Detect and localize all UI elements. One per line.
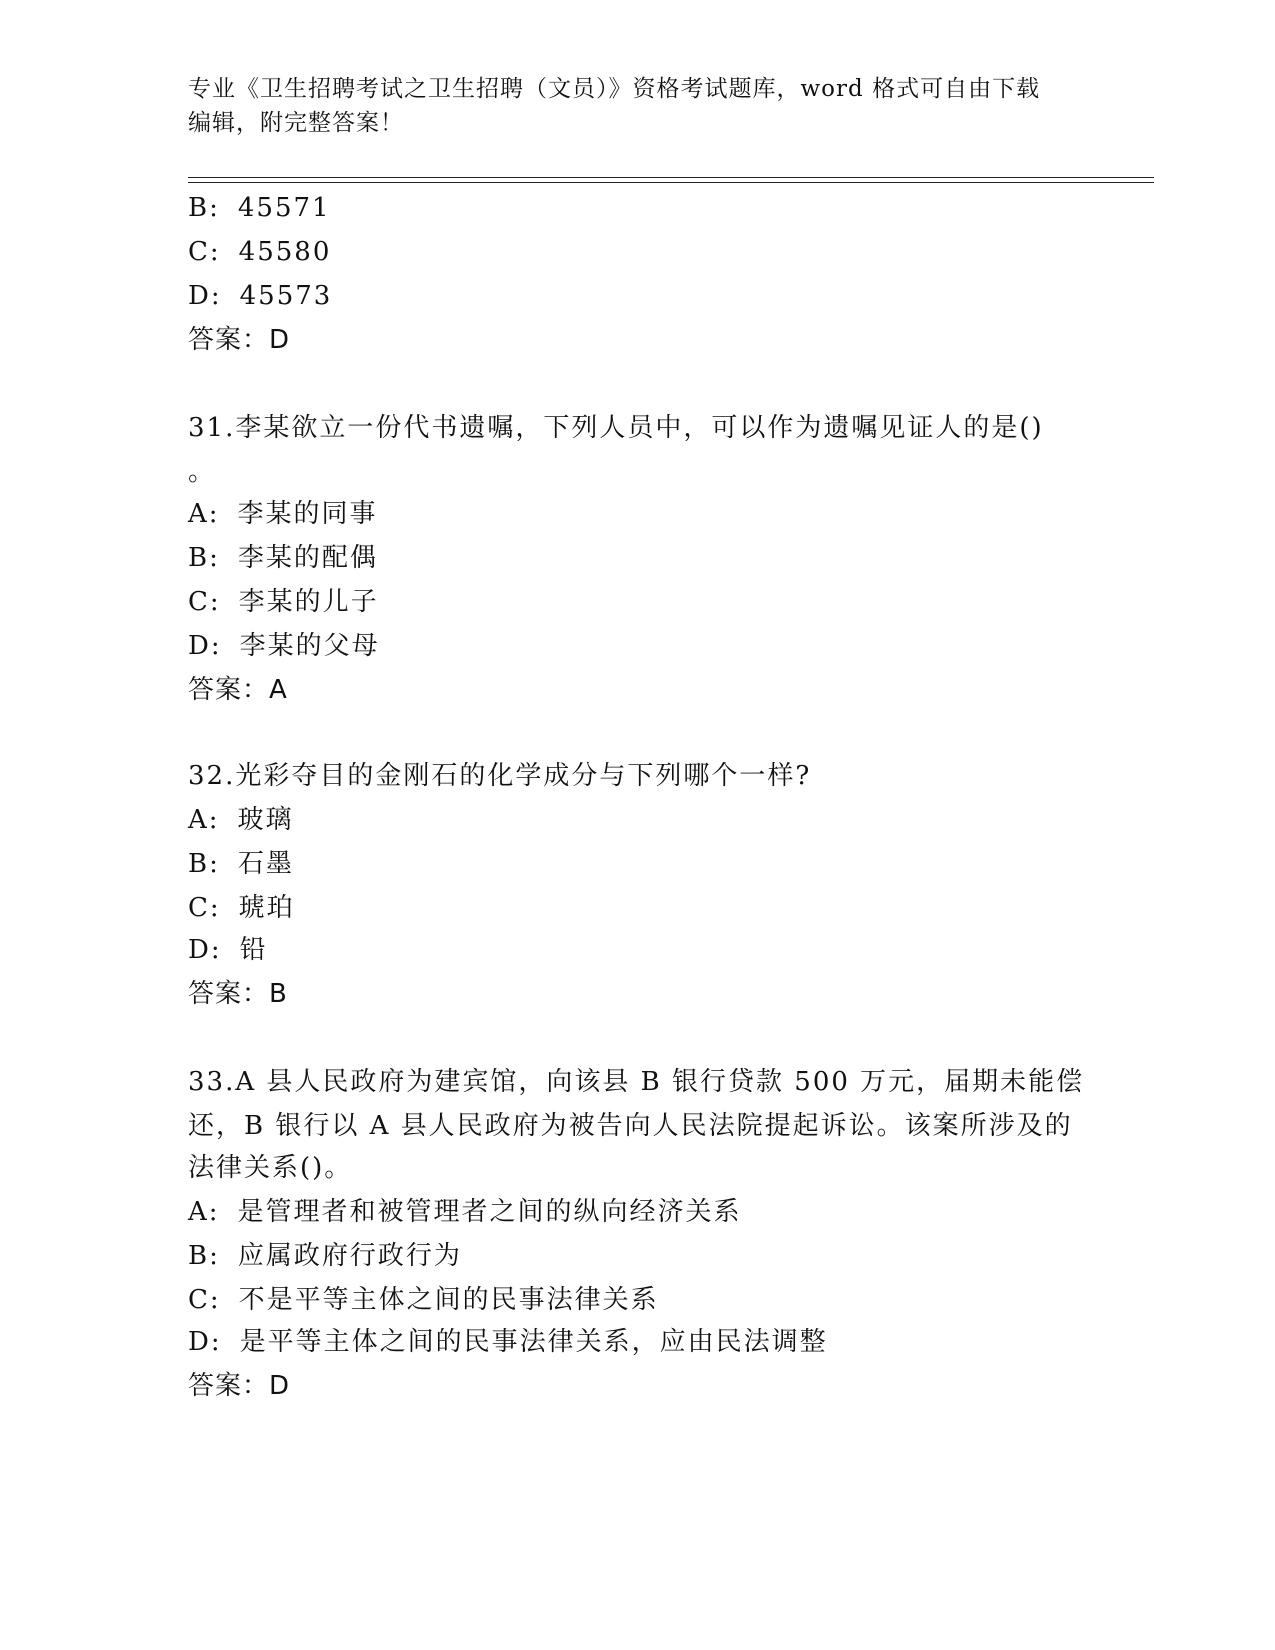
- option-text: 45580: [238, 237, 332, 267]
- header-line-1: 专业《卫生招聘考试之卫生招聘（文员）》资格考试题库，word 格式可自由下载: [188, 76, 1041, 102]
- option-line: [188, 1324, 828, 1360]
- answer-line: 答案：A: [188, 675, 288, 705]
- question-stem-line: 还，B 银行以 A 县人民政府为被告向人民法院提起诉讼。该案所涉及的: [188, 1111, 1073, 1141]
- option-text: 45573: [239, 281, 333, 311]
- question-stem-line: 33.A 县人民政府为建宾馆，向该县 B 银行贷款 500 万元，届期未能偿: [188, 1067, 1085, 1097]
- option-line: [188, 234, 331, 270]
- question-stem-line: 32.光彩夺目的金刚石的化学成分与下列哪个一样?: [188, 761, 812, 791]
- option-text: 铅: [239, 935, 268, 965]
- header-divider-bottom: [188, 182, 1154, 183]
- option-line: [188, 1238, 462, 1274]
- option-line: [188, 190, 331, 226]
- header-divider-top: [188, 177, 1154, 178]
- option-line: [188, 1194, 742, 1230]
- option-line: [188, 1282, 659, 1318]
- option-text: 45571: [237, 193, 331, 223]
- option-text: 李某的配偶: [237, 543, 378, 573]
- option-text: 是平等主体之间的民事法律关系，应由民法调整: [239, 1327, 828, 1357]
- option-line: [188, 496, 378, 532]
- option-letter: A:: [188, 1197, 220, 1227]
- option-letter: C:: [188, 1285, 221, 1315]
- option-letter: D:: [188, 281, 222, 311]
- option-line: [188, 802, 294, 838]
- option-text: 是管理者和被管理者之间的纵向经济关系: [237, 1197, 742, 1227]
- option-line: [188, 584, 379, 620]
- option-text: 李某的同事: [237, 499, 378, 529]
- option-text: 应属政府行政行为: [237, 1241, 462, 1271]
- option-letter: D:: [188, 631, 222, 661]
- answer-line: 答案：D: [188, 1371, 291, 1401]
- option-letter: A:: [188, 499, 220, 529]
- option-line: [188, 628, 380, 664]
- option-line: [188, 890, 295, 926]
- option-text: 李某的父母: [239, 631, 380, 661]
- option-line: [188, 540, 378, 576]
- option-text: 不是平等主体之间的民事法律关系: [238, 1285, 659, 1315]
- option-letter: B:: [188, 543, 220, 573]
- option-letter: A:: [188, 805, 220, 835]
- option-text: 李某的儿子: [238, 587, 379, 617]
- option-letter: B:: [188, 193, 220, 223]
- option-letter: D:: [188, 935, 222, 965]
- option-line: [188, 278, 332, 314]
- question-stem-line: 。: [188, 457, 217, 487]
- option-text: 琥珀: [238, 893, 295, 923]
- header-line-2: 编辑，附完整答案！: [188, 110, 404, 136]
- option-letter: B:: [188, 1241, 220, 1271]
- option-letter: C:: [188, 237, 221, 267]
- option-letter: C:: [188, 893, 221, 923]
- option-letter: C:: [188, 587, 221, 617]
- option-line: [188, 846, 294, 882]
- answer-line: 答案：B: [188, 979, 288, 1009]
- page-header: [188, 72, 1088, 140]
- option-letter: B:: [188, 849, 220, 879]
- option-text: 玻璃: [237, 805, 294, 835]
- answer-line: 答案：D: [188, 325, 291, 355]
- question-stem-line: 31.李某欲立一份代书遗嘱，下列人员中，可以作为遗嘱见证人的是(): [188, 413, 1044, 443]
- option-text: 石墨: [237, 849, 294, 879]
- option-line: [188, 932, 268, 968]
- question-stem-line: 法律关系()。: [188, 1153, 353, 1183]
- option-letter: D:: [188, 1327, 222, 1357]
